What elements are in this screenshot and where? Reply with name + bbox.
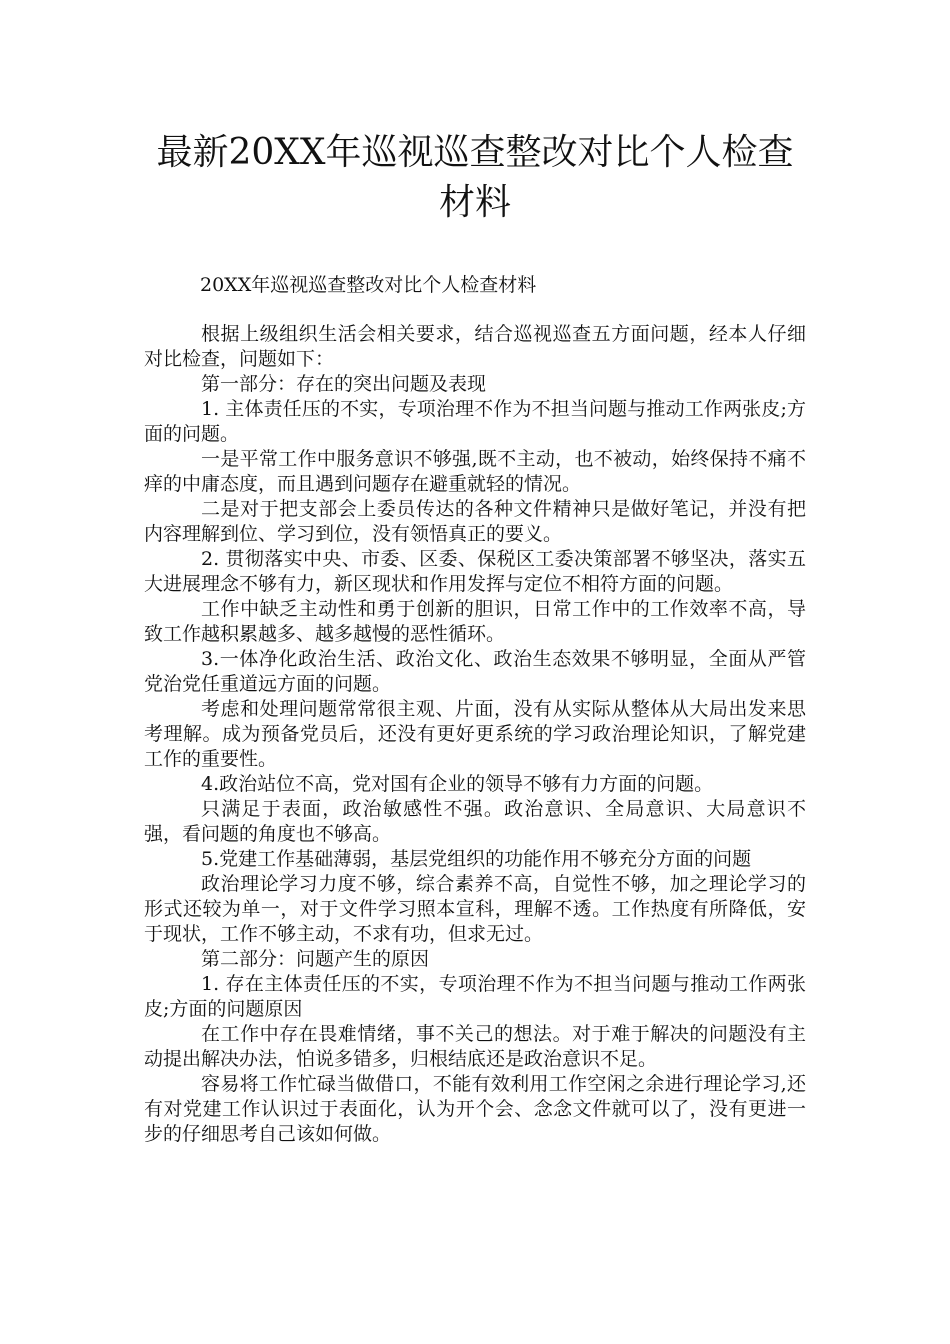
section-heading: 第二部分：问题产生的原因 — [201, 948, 430, 970]
paragraph: 1. 存在主体责任压的不实，专项治理不作为不担当问题与推动工作两张皮;方面的问题原因 — [144, 973, 806, 1020]
paragraph: 根据上级组织生活会相关要求，结合巡视巡查五方面问题，经本人仔细对比检查，问题如下： — [144, 323, 806, 370]
document-body — [144, 322, 806, 1147]
paragraph: 4.政治站位不高，党对国有企业的领导不够有力方面的问题。 — [201, 773, 714, 795]
paragraph: 1. 主体责任压的不实，专项治理不作为不担当问题与推动工作两张皮;方面的问题。 — [144, 398, 806, 445]
paragraph: 只满足于表面，政治敏感性不强。政治意识、全局意识、大局意识不强，看问题的角度也不够高。 — [144, 798, 806, 845]
paragraph: 容易将工作忙碌当做借口，不能有效利用工作空闲之余进行理论学习,还有对党建工作认识过于表面化，认为开个会、念念文件就可以了，没有更进一步的仔细思考自己该如何做。 — [144, 1073, 806, 1145]
paragraph: 5.党建工作基础薄弱，基层党组织的功能作用不够充分方面的问题 — [201, 848, 752, 870]
paragraph: 一是平常工作中服务意识不够强,既不主动，也不被动，始终保持不痛不痒的中庸态度，而且遇到问题存在避重就轻的情况。 — [144, 448, 806, 495]
paragraph: 二是对于把支部会上委员传达的各种文件精神只是做好笔记，并没有把内容理解到位、学习到位，没有领悟真正的要义。 — [144, 498, 806, 545]
paragraph: 2. 贯彻落实中央、市委、区委、保税区工委决策部署不够坚决，落实五大进展理念不够有力，新区现状和作用发挥与定位不相符方面的问题。 — [144, 548, 806, 595]
section-heading: 第一部分：存在的突出问题及表现 — [201, 373, 487, 395]
document-subtitle: 20XX年巡视巡查整改对比个人检查材料 — [200, 274, 537, 296]
document-title: 最新20XX年巡视巡查整改对比个人检查材料 — [156, 132, 794, 223]
paragraph: 在工作中存在畏难情绪，事不关己的想法。对于难于解决的问题没有主动提出解决办法，怕说多错多，归根结底还是政治意识不足。 — [144, 1023, 806, 1070]
paragraph: 考虑和处理问题常常很主观、片面，没有从实际从整体从大局出发来思考理解。成为预备党员后，还没有更好更系统的学习政治理论知识，了解党建工作的重要性。 — [144, 698, 806, 770]
paragraph: 政治理论学习力度不够，综合素养不高，自觉性不够，加之理论学习的形式还较为单一，对于文件学习照本宣科，理解不透。工作热度有所降低，安于现状，工作不够主动，不求有功，但求无过。 — [144, 873, 806, 945]
paragraph: 工作中缺乏主动性和勇于创新的胆识，日常工作中的工作效率不高，导致工作越积累越多、越多越慢的恶性循环。 — [144, 598, 806, 645]
paragraph: 3.一体净化政治生活、政治文化、政治生态效果不够明显，全面从严管党治党任重道远方面的问题。 — [144, 648, 806, 695]
